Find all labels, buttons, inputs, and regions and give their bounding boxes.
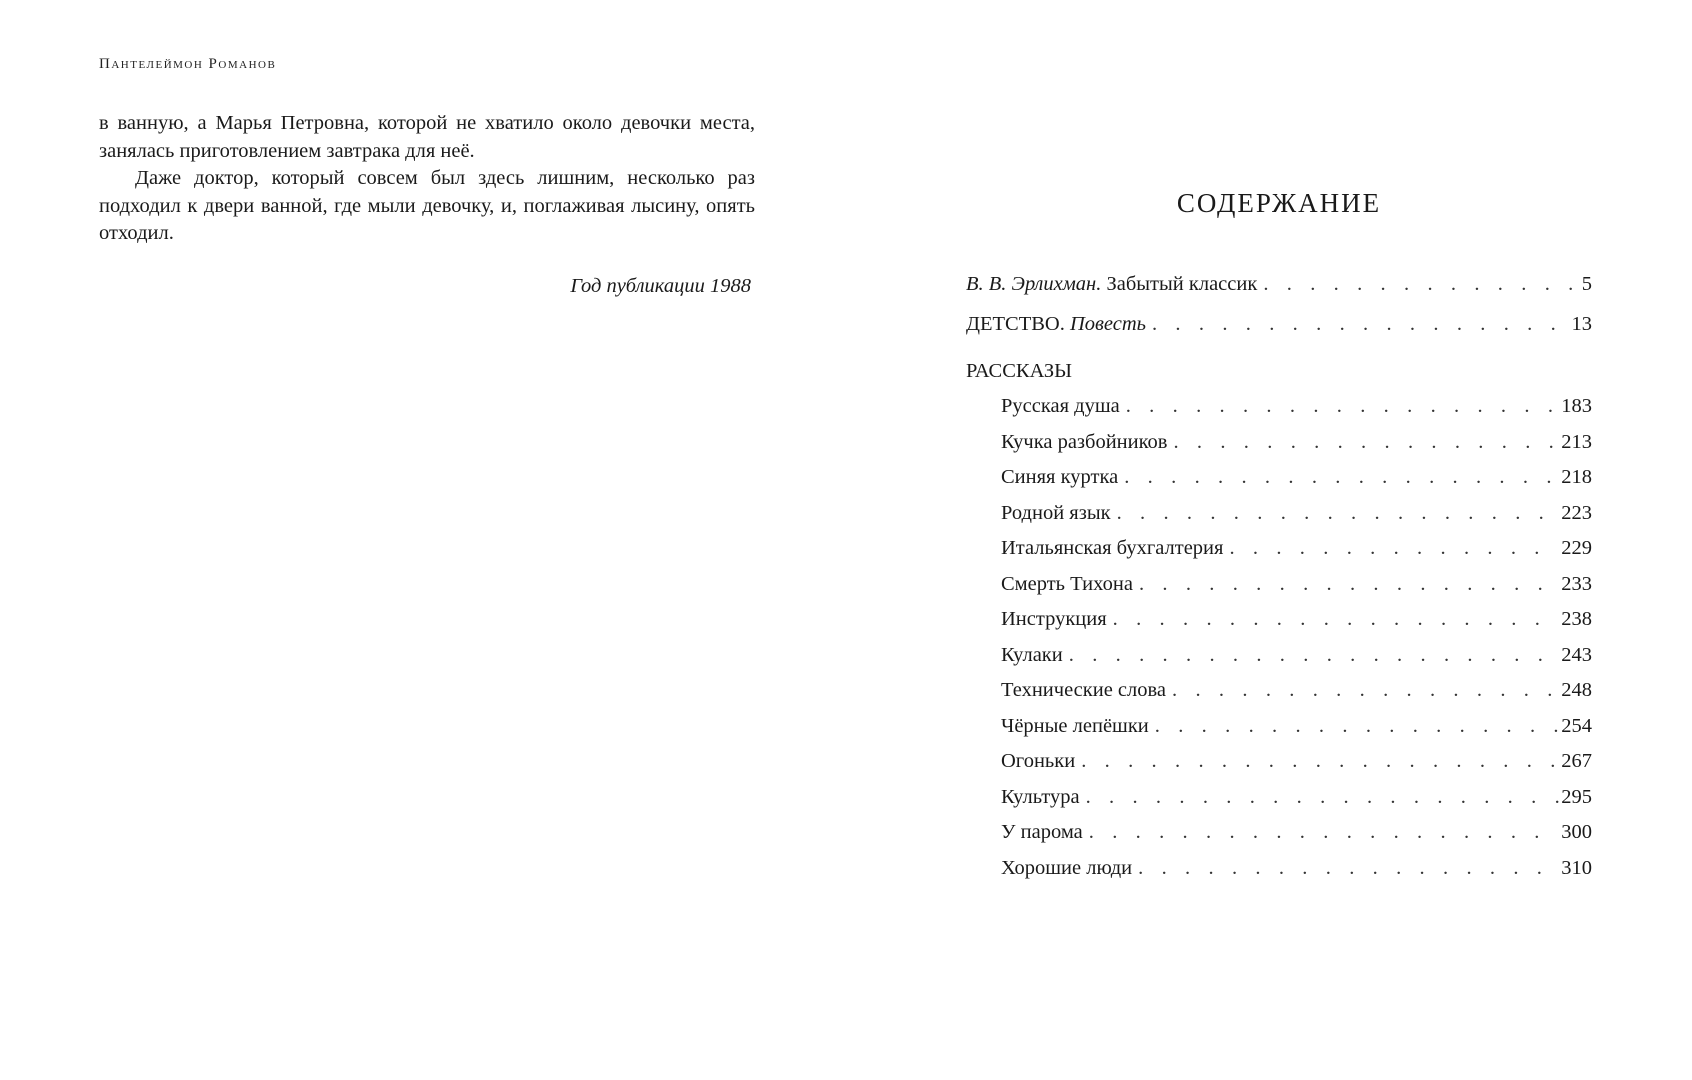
toc-entry-story [1001,535,1592,561]
toc-entry-title: Кучка разбойников [1001,430,1168,453]
toc-leader-dots [1126,393,1560,419]
publication-year: Год публикации 1988 [570,275,751,297]
toc-leader-dots [1086,784,1560,810]
toc-entry-story [1001,571,1592,597]
toc-entry-title: Итальянская бухгалтерия [1001,537,1224,559]
body-text [99,110,755,248]
toc-entry-page: 218 [1561,466,1592,488]
toc-entry-story [1001,500,1592,526]
toc-entry-author: В. В. Эрлихман. [966,273,1102,295]
toc-leader-dots [1173,429,1559,455]
toc-entry-name: ДЕТСТВО. [966,313,1065,335]
toc-entry-story [1001,748,1592,774]
paragraph: в ванную, а Марья Петровна, которой не хватило около девочки места, занялась приготовлением завтрака для неё. [99,112,755,162]
toc-leader-dots [1152,311,1570,337]
paragraph: Даже доктор, который совсем был здесь лишним, несколько раз подходил к двери ванной, где мыли девочку, и, поглаживая лысину, опять отходил. [99,167,755,244]
toc-entry-story [1001,642,1592,668]
right-page [966,0,1592,1080]
toc-leader-dots [1089,819,1560,845]
toc-entry-title [966,311,1146,337]
toc-entry-page: 243 [1561,643,1592,666]
toc-entry-page: 223 [1561,501,1592,524]
running-head: Пантелеймон Романов [99,56,277,72]
toc-entry-page: 183 [1561,395,1592,417]
toc-entry-genre: Повесть [1069,313,1146,335]
toc-entry-story [1001,713,1592,739]
toc-entry-title: Технические слова [1001,679,1167,701]
toc-entry-page: 5 [1581,273,1592,295]
toc-leader-dots [1138,855,1559,881]
toc-entry-page: 213 [1561,430,1592,453]
toc-entry-story [1001,784,1592,810]
toc-entry-story [1001,819,1592,845]
toc-entry-intro [966,271,1592,297]
toc-leader-dots [1155,713,1559,739]
toc-entry-title: Смерть Тихона [1001,572,1133,595]
toc-entry-story [1001,606,1592,632]
toc-title: СОДЕРЖАНИЕ [1176,188,1382,218]
toc-entry-name: Забытый классик [1106,273,1258,295]
toc-leader-dots [1113,606,1560,632]
toc-leader-dots [1229,535,1559,561]
toc-entry-story [1001,464,1592,490]
toc-leader-dots [1124,464,1559,490]
toc-leader-dots [1139,571,1559,597]
toc-entry-page: 233 [1561,572,1592,595]
toc-entry-page: 300 [1561,821,1592,843]
toc-entry-childhood [966,311,1592,337]
toc-leader-dots [1172,677,1559,703]
toc-entry-title: Хорошие люди [1001,856,1133,879]
toc-entry-title: Чёрные лепёшки [1001,714,1149,737]
left-page [99,0,755,1080]
toc-entry-page: 238 [1561,608,1592,630]
toc-entry-page: 254 [1561,714,1592,737]
toc-entry-story [1001,393,1592,419]
toc-entry-page: 229 [1561,537,1592,559]
toc-entry-title [966,271,1257,297]
toc-section-stories: РАССКАЗЫ [966,360,1073,382]
toc-leader-dots [1069,642,1560,668]
toc-entry-title: Инструкция [1001,608,1107,630]
toc-entry-title: Культура [1001,785,1080,808]
toc-entry-page: 295 [1561,785,1592,808]
toc-entry-title: Синяя куртка [1001,466,1119,488]
toc-leader-dots [1081,748,1559,774]
toc-leader-dots [1263,271,1579,297]
toc-entry-title: Русская душа [1001,395,1120,417]
toc-entry-title: У парома [1001,821,1083,843]
toc-entry-title: Огоньки [1001,750,1076,772]
toc-entry-story [1001,855,1592,881]
toc-entry-story [1001,429,1592,455]
toc-entry-page: 248 [1561,679,1592,701]
toc-entry-page: 267 [1561,750,1592,772]
toc-entry-title: Родной язык [1001,501,1111,524]
toc-entry-story [1001,677,1592,703]
toc-entry-page: 310 [1561,856,1592,879]
toc-entry-page: 13 [1571,313,1592,335]
toc-leader-dots [1117,500,1560,526]
toc-entry-title: Кулаки [1001,643,1063,666]
